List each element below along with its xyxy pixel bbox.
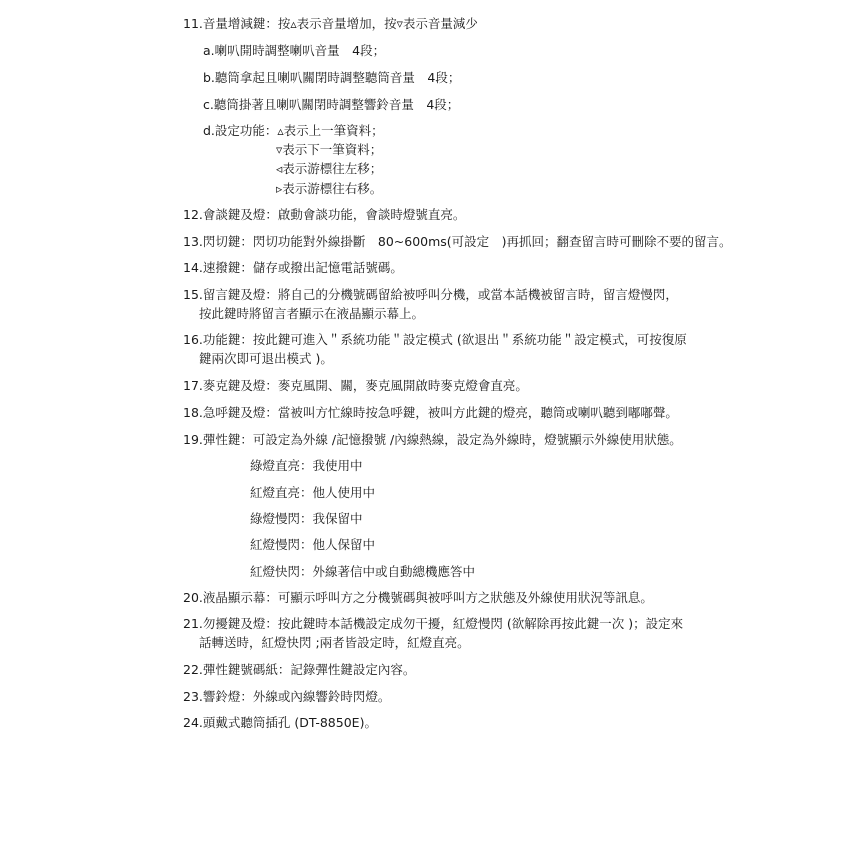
item-11-c: c.聽筒掛著且喇叭關閉時調整響鈴音量 4段； [203,97,460,112]
light-state: 紅燈直亮：他人使用中 [250,485,376,500]
item-16-line2: 鍵兩次即可退出模式 )。 [199,351,333,366]
light-state: 綠燈直亮：我使用中 [250,458,363,473]
item-11-d4: ▹表示游標往右移。 [276,181,383,196]
item-14: 14.速撥鍵：儲存或撥出記憶電話號碼。 [183,260,403,275]
item-22: 22.彈性鍵號碼紙：記錄彈性鍵設定內容。 [183,662,416,677]
item-12: 12.會談鍵及燈：啟動會談功能，會談時燈號直亮。 [183,207,466,222]
item-16-line1: 16.功能鍵：按此鍵可進入＂系統功能＂設定模式 (欲退出＂系統功能＂設定模式，可按復原 [183,332,687,347]
light-state: 紅燈快閃：外線著信中或自動總機應答中 [250,564,476,579]
item-23: 23.響鈴燈：外線或內線響鈴時閃燈。 [183,689,391,704]
item-11-a: a.喇叭開時調整喇叭音量 4段； [203,43,386,58]
item-11-d3: ◃表示游標往左移； [276,161,383,176]
light-state: 紅燈慢閃：他人保留中 [250,537,376,552]
item-11-title: 11.音量增減鍵：按▵表示音量增加，按▿表示音量減少 [183,16,478,31]
item-15-line2: 按此鍵時將留言者顯示在液晶顯示幕上。 [199,306,425,321]
item-11-d: d.設定功能：▵表示上一筆資料； [203,123,384,138]
item-21-line1: 21.勿擾鍵及燈：按此鍵時本話機設定成勿干擾，紅燈慢閃 (欲解除再按此鍵一次 )；設定來 [183,616,684,631]
item-15-line1: 15.留言鍵及燈：將自己的分機號碼留給被呼叫分機，或當本話機被留言時，留言燈慢閃， [183,287,678,302]
item-17: 17.麥克鍵及燈：麥克風開、關，麥克風開啟時麥克燈會直亮。 [183,378,528,393]
item-19: 19.彈性鍵：可設定為外線 /記憶撥號 /內線熱線，設定為外線時，燈號顯示外線使用狀態。 [183,432,682,447]
light-state: 綠燈慢閃：我保留中 [250,511,363,526]
item-11-b: b.聽筒拿起且喇叭關閉時調整聽筒音量 4段； [203,70,461,85]
item-24: 24.頭戴式聽筒插孔 (DT-8850E)。 [183,715,377,730]
item-21-line2: 話轉送時，紅燈快閃 ;兩者皆設定時，紅燈直亮。 [199,635,470,650]
item-13: 13.閃切鍵：閃切功能對外線掛斷 80~600ms(可設定 )再抓回；翻查留言時可刪除不要的留言。 [183,234,732,249]
item-11-d2: ▿表示下一筆資料； [276,142,383,157]
item-20: 20.液晶顯示幕：可顯示呼叫方之分機號碼與被呼叫方之狀態及外線使用狀況等訊息。 [183,590,653,605]
item-18: 18.急呼鍵及燈：當被叫方忙線時按急呼鍵，被叫方此鍵的燈亮，聽筒或喇叭聽到嘟嘟聲。 [183,405,678,420]
